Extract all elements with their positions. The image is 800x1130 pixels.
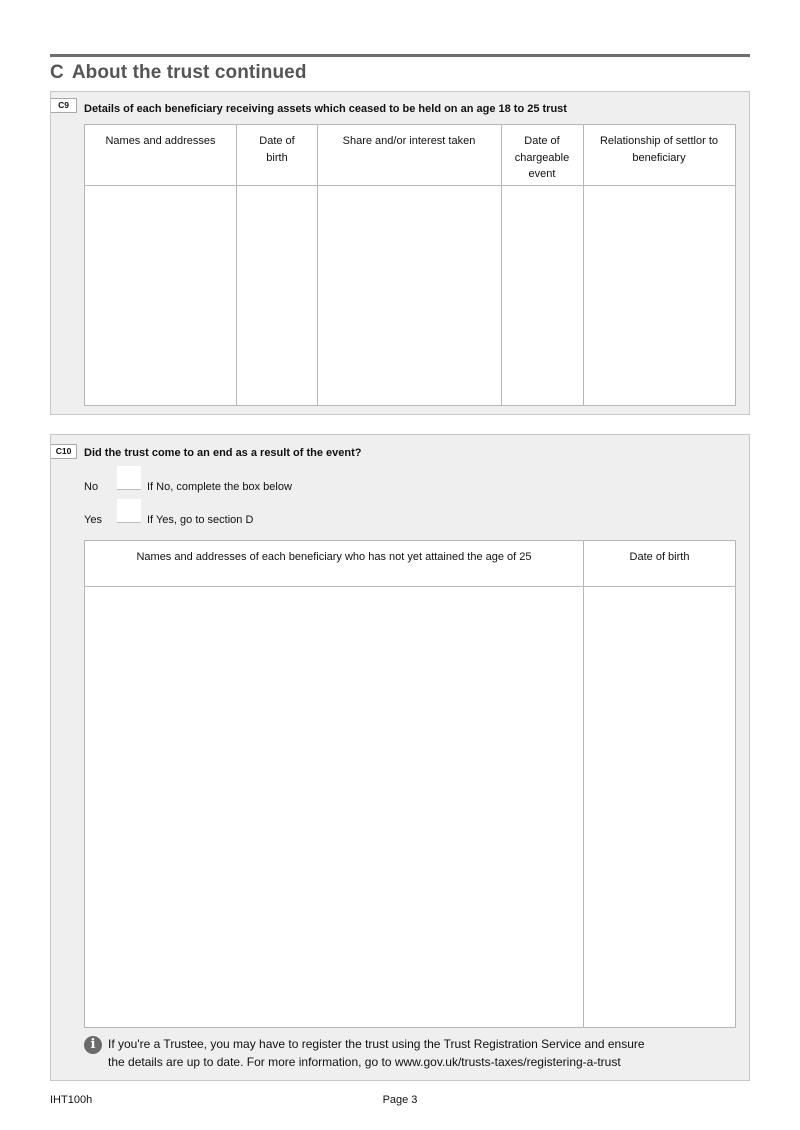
names-addresses-field[interactable]: [85, 587, 583, 1027]
page-number: Page 3: [382, 1094, 418, 1106]
header-relationship: Relationship of settlor to beneficiary: [599, 135, 718, 164]
header-share-interest: Share and/or interest taken: [342, 135, 476, 147]
question-c10-text: Did the trust come to an end as a result of the event?: [84, 447, 362, 459]
section-top-rule: [50, 54, 750, 57]
header-names-addresses: Names and addresses: [105, 135, 216, 147]
notice-line-1: If you're a Trustee, you may have to register the trust using the Trust Registration Service and ensure: [108, 1037, 645, 1051]
info-icon: i: [84, 1036, 102, 1054]
relationship-field[interactable]: [584, 186, 735, 405]
no-checkbox[interactable]: [117, 466, 141, 490]
question-number-c9: C9: [51, 98, 77, 113]
notice-line-2: the details are up to date. For more information, go to www.gov.uk/trusts-taxes/registering-a-trust: [108, 1055, 621, 1069]
notice-text: [108, 1035, 708, 1071]
yes-checkbox[interactable]: [117, 499, 141, 523]
question-c9-panel: [50, 91, 750, 415]
section-title-text: About the trust continued: [71, 62, 307, 83]
question-number-c10: C10: [51, 444, 77, 459]
date-of-birth-field[interactable]: [584, 587, 735, 1027]
section-letter: C: [50, 62, 64, 83]
option-yes-label: Yes: [84, 514, 102, 526]
c10-beneficiary-table: [84, 540, 736, 1028]
c9-beneficiary-table: [84, 124, 736, 406]
share-interest-field[interactable]: [318, 186, 501, 405]
option-yes-hint: If Yes, go to section D: [147, 514, 254, 526]
header-date-chargeable-event: Date of chargeable event: [514, 135, 570, 180]
header-date-of-birth: Date of birth: [629, 551, 690, 563]
question-c9-text: Details of each beneficiary receiving assets which ceased to be held on an age 18 to 25 trust: [84, 103, 567, 115]
option-no-hint: If No, complete the box below: [147, 481, 292, 493]
section-title: [50, 62, 307, 84]
date-of-birth-field[interactable]: [237, 186, 317, 405]
form-code: IHT100h: [50, 1094, 93, 1106]
header-date-of-birth: Date of birth: [259, 135, 295, 164]
names-addresses-field[interactable]: [85, 186, 236, 405]
question-c10-panel: [50, 434, 750, 1081]
option-no-label: No: [84, 481, 99, 493]
date-chargeable-event-field[interactable]: [502, 186, 583, 405]
header-names-addresses-under-25: Names and addresses of each beneficiary who has not yet attained the age of 25: [136, 551, 532, 563]
